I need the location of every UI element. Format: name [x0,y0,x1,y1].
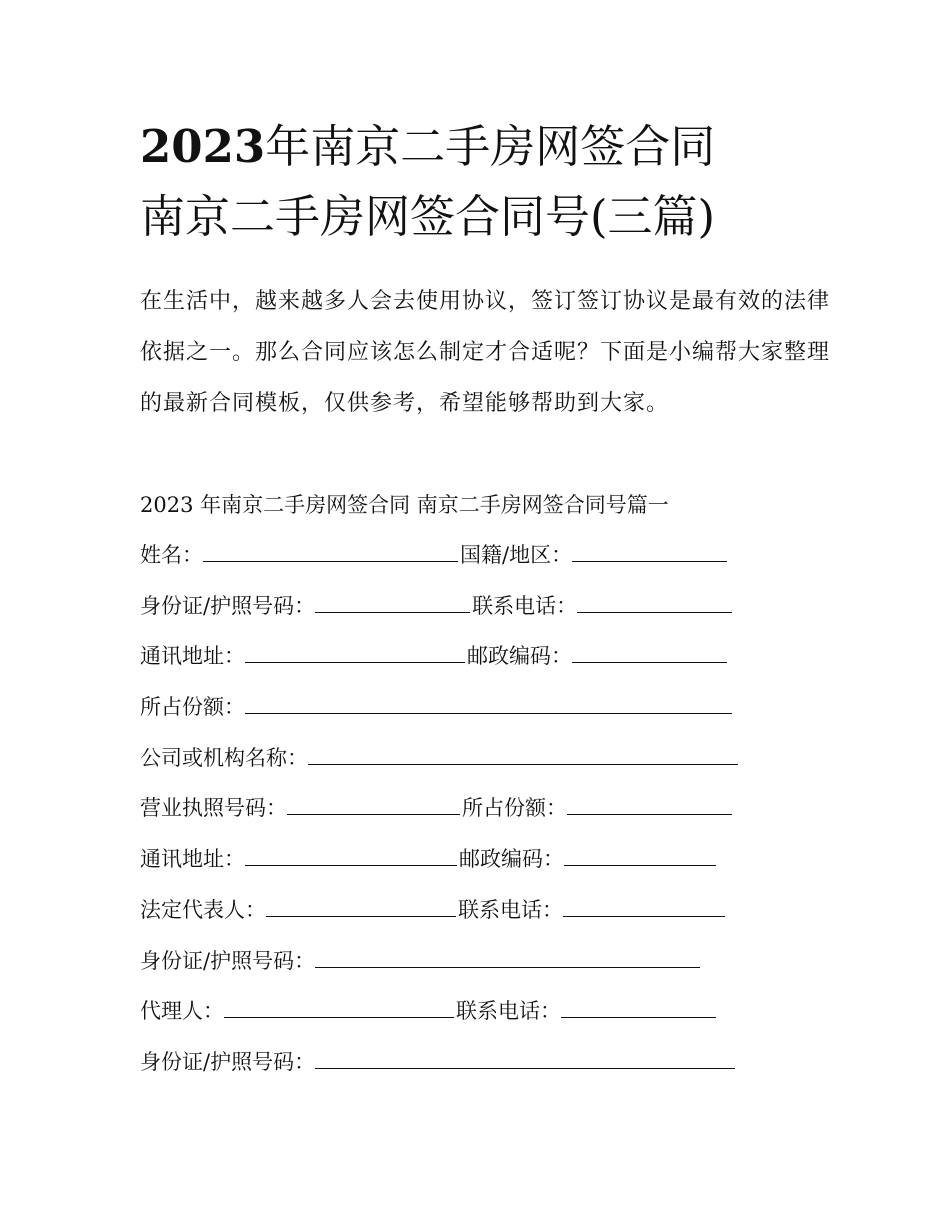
field-label: 法定代表人： [140,897,266,922]
field-label: 所占份额： [140,695,245,720]
field-label: 代理人： [140,999,224,1024]
blank-line[interactable] [245,845,457,866]
field-label: 姓名： [140,543,203,567]
blank-line[interactable] [308,744,738,765]
blank-line[interactable] [561,997,716,1018]
field-row-license [140,783,840,834]
blank-line[interactable] [577,592,732,613]
document-title [140,112,840,252]
blank-line[interactable] [563,896,725,917]
field-row-id-2 [140,936,840,987]
blank-line[interactable] [315,1048,735,1069]
blank-line[interactable] [245,642,465,663]
field-row-address [140,631,840,682]
field-label: 身份证/护照号码： [140,948,316,973]
field-label: 通讯地址： [140,847,245,872]
section-heading: 2023 年南京二手房网签合同 南京二手房网签合同号篇一 [140,493,669,517]
field-row-agent [140,986,840,1037]
blank-line[interactable] [567,794,732,815]
field-label: 身份证/护照号码： [140,1049,316,1074]
blank-line[interactable] [572,642,727,663]
field-label: 联系电话： [458,897,563,922]
field-label: 邮政编码： [459,847,564,872]
field-label: 国籍/地区： [460,543,573,567]
field-row-legal-rep [140,885,840,936]
field-row-id-3 [140,1037,840,1088]
field-label: 营业执照号码： [140,796,287,821]
field-label: 邮政编码： [467,644,572,669]
field-label: 身份证/护照号码： [140,593,316,618]
field-row-share [140,682,840,733]
field-row-id [140,581,840,632]
blank-line[interactable] [287,794,460,815]
blank-line[interactable] [203,541,458,562]
field-label: 联系电话： [456,999,561,1024]
field-row-name [140,530,840,581]
title-year: 2023 [140,120,266,173]
blank-line[interactable] [224,997,454,1018]
field-label: 通讯地址： [140,644,245,669]
field-row-company [140,733,840,784]
blank-line[interactable] [245,693,732,714]
field-label: 联系电话： [472,593,578,618]
intro-paragraph: 在生活中，越来越多人会去使用协议，签订签订协议是最有效的法律依据之一。那么合同应该怎么制定才合适呢？下面是小编帮大家整理的最新合同模板，仅供参考，希望能够帮助到大家。 [140,289,831,416]
form-fields [140,530,840,1088]
field-label: 所占份额： [462,796,567,821]
title-line1: 年南京二手房网签合同 [265,120,716,173]
blank-line[interactable] [315,592,470,613]
blank-line[interactable] [564,845,716,866]
blank-line[interactable] [572,541,727,562]
field-row-address-2 [140,834,840,885]
blank-line[interactable] [266,896,456,917]
title-line2: 南京二手房网签合同号(三篇) [140,190,716,243]
field-label: 公司或机构名称： [140,745,308,770]
blank-line[interactable] [315,947,700,968]
